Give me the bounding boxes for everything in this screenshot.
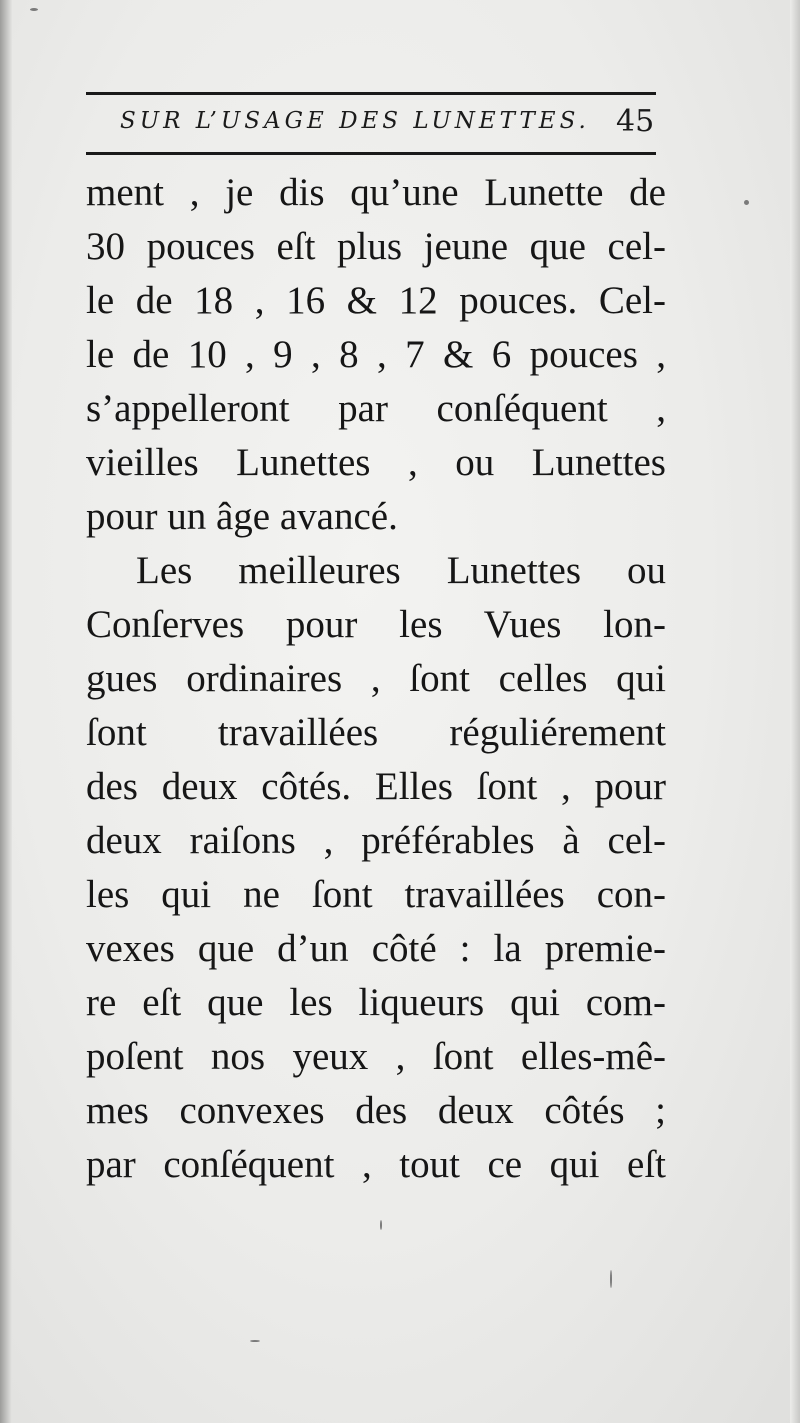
text-line: les qui ne ſont travaillées con- — [86, 873, 666, 916]
text-line: mes convexes des deux côtés ; — [86, 1089, 666, 1132]
paper-speck — [610, 1270, 612, 1288]
paragraph-start-line: Les meilleures Lunettes ou — [136, 549, 666, 592]
text-line: ſont travaillées réguliérement — [86, 711, 666, 754]
paper-speck — [30, 8, 38, 11]
text-line: le de 10 , 9 , 8 , 7 & 6 pouces , — [86, 333, 666, 376]
text-line: ment , je dis qu’une Lunette de — [86, 171, 666, 214]
paper-speck — [744, 200, 749, 205]
text-line: vieilles Lunettes , ou Lunettes — [86, 441, 666, 484]
text-line: le de 18 , 16 & 12 pouces. Cel- — [86, 279, 666, 322]
text-line: par conſéquent , tout ce qui eſt — [86, 1143, 666, 1186]
running-title: SUR L’USAGE DES LUNETTES. — [120, 108, 590, 134]
page-left-edge — [0, 0, 12, 1423]
text-line: deux raiſons , préférables à cel- — [86, 819, 666, 862]
text-line: 30 pouces eſt plus jeune que cel- — [86, 225, 666, 268]
text-line: s’appelleront par conſéquent , — [86, 387, 666, 430]
body-text — [86, 166, 666, 1192]
header-bottom-rule — [86, 152, 656, 155]
page-number: 45 — [616, 104, 655, 139]
paper-speck — [250, 1340, 260, 1342]
text-line: gues ordinaires , ſont celles qui — [86, 657, 666, 700]
header-top-rule — [86, 92, 656, 95]
page-right-edge — [790, 0, 800, 1423]
text-line: re eſt que les liqueurs qui com- — [86, 981, 666, 1024]
text-line: poſent nos yeux , ſont elles-mê- — [86, 1035, 666, 1078]
paragraph-end-line: pour un âge avancé. — [86, 495, 398, 538]
paper-speck — [380, 1220, 382, 1230]
text-line: des deux côtés. Elles ſont , pour — [86, 765, 666, 808]
text-line: vexes que d’un côté : la premie- — [86, 927, 666, 970]
text-line: Conſerves pour les Vues lon- — [86, 603, 666, 646]
